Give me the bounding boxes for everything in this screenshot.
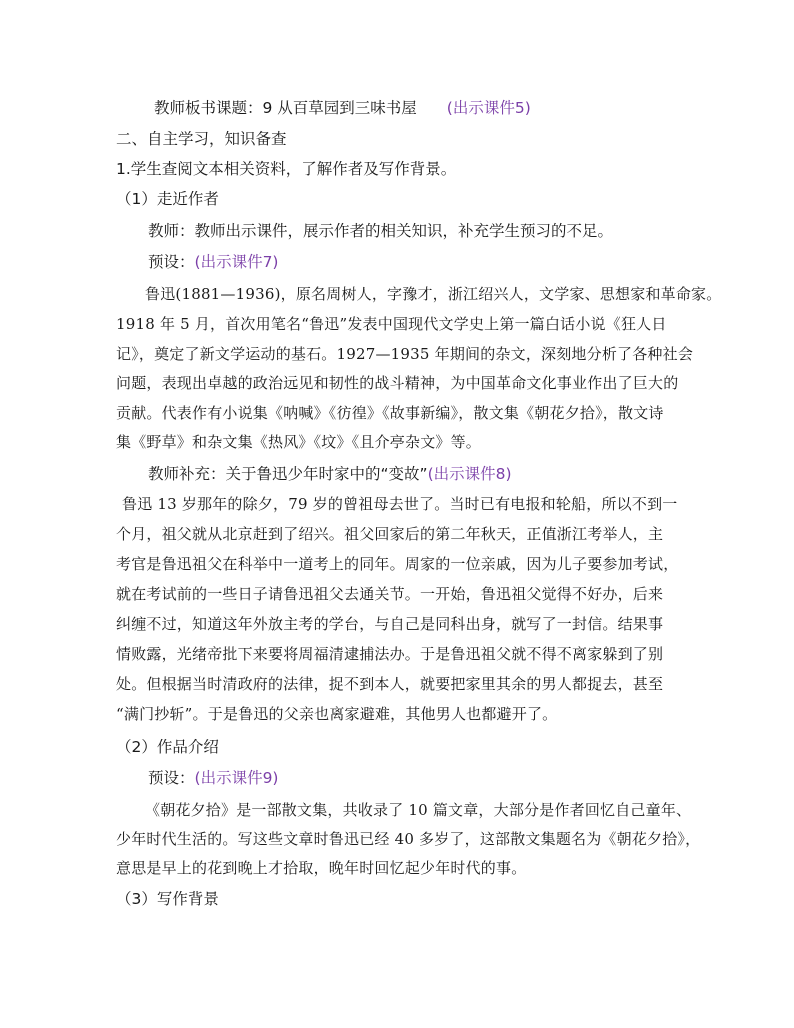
- board-title-text: 教师板书课题：9 从百草园到三味书屋: [154, 99, 417, 117]
- teacher-line: 教师：教师出示课件，展示作者的相关知识，补充学生预习的不足。: [148, 222, 614, 240]
- author-paragraph-line: 鲁迅(1881—1936)，原名周树人，字豫才，浙江绍兴人，文学家、思想家和革命家。: [145, 285, 722, 303]
- subheading-author: （1）走近作者: [116, 190, 219, 208]
- board-title-ref: (出示课件5): [446, 99, 531, 117]
- author-paragraph-line: 1918 年 5 月，首次用笔名“鲁迅”发表中国现代文学史上第一篇白话小说《狂人日: [116, 315, 667, 333]
- subheading-works: （2）作品介绍: [116, 738, 219, 756]
- supplement-paragraph-line: 处。但根据当时清政府的法律，捉不到本人，就要把家里其余的男人都捉去，甚至: [116, 675, 664, 693]
- author-paragraph-line: 贡献。代表作有小说集《呐喊》《彷徨》《故事新编》，散文集《朝花夕拾》，散文诗: [116, 404, 664, 422]
- author-paragraph-line: 集《野草》和杂文集《热风》《坟》《且介亭杂文》等。: [116, 433, 482, 451]
- subheading-background: （3）写作背景: [116, 890, 219, 908]
- item-1: 1.学生查阅文本相关资料，了解作者及写作背景。: [116, 160, 457, 178]
- preset-label: 预设：: [148, 253, 195, 271]
- teacher-supplement: [148, 464, 512, 484]
- section-heading-2: 二、自主学习，知识备查: [116, 130, 287, 148]
- supplement-paragraph-line: 就在考试前的一些日子请鲁迅祖父去通关节。一开始，鲁迅祖父觉得不好办，后来: [116, 585, 664, 603]
- works-paragraph-line: 《朝花夕拾》是一部散文集，共收录了 10 篇文章，大部分是作者回忆自己童年、: [145, 801, 692, 819]
- preset-line-1: [148, 252, 278, 272]
- supplement-paragraph-line: 鲁迅 13 岁那年的除夕，79 岁的曾祖母去世了。当时已有电报和轮船，所以不到一: [122, 495, 678, 513]
- board-title: [154, 98, 531, 118]
- supplement-paragraph-line: 个月，祖父就从北京赶到了绍兴。祖父回家后的第二年秋天，正值浙江考举人，主: [116, 525, 664, 543]
- works-paragraph-line: 意思是早上的花到晚上才拾取，晚年时回忆起少年时代的事。: [116, 859, 527, 877]
- supplement-paragraph-line: 纠缠不过，知道这年外放主考的学台，与自己是同科出身，就写了一封信。结果事: [116, 615, 664, 633]
- supplement-paragraph-line: 考官是鲁迅祖父在科举中一道考上的同年。周家的一位亲戚，因为儿子要参加考试，: [116, 555, 679, 573]
- preset-line-2: [148, 768, 278, 788]
- preset-ref: (出示课件7): [194, 253, 279, 271]
- preset-ref: (出示课件9): [194, 769, 279, 787]
- supplement-paragraph-line: “满门抄斩”。于是鲁迅的父亲也离家避难，其他男人也都避开了。: [116, 705, 558, 723]
- author-paragraph-line: 问题，表现出卓越的政治远见和韧性的战斗精神，为中国革命文化事业作出了巨大的: [116, 374, 679, 392]
- works-paragraph-line: 少年时代生活的。写这些文章时鲁迅已经 40 多岁了，这部散文集题名为《朝花夕拾》，: [116, 830, 701, 848]
- supplement-ref: (出示课件8): [427, 465, 512, 483]
- author-paragraph-line: 记》，奠定了新文学运动的基石。1927—1935 年期间的杂文，深刻地分析了各种社会: [116, 345, 694, 363]
- supplement-paragraph-line: 情败露，光绪帝批下来要将周福清逮捕法办。于是鲁迅祖父就不得不离家躲到了别: [116, 645, 664, 663]
- preset-label: 预设：: [148, 769, 195, 787]
- supplement-label: 教师补充：关于鲁迅少年时家中的“变故”: [148, 465, 428, 483]
